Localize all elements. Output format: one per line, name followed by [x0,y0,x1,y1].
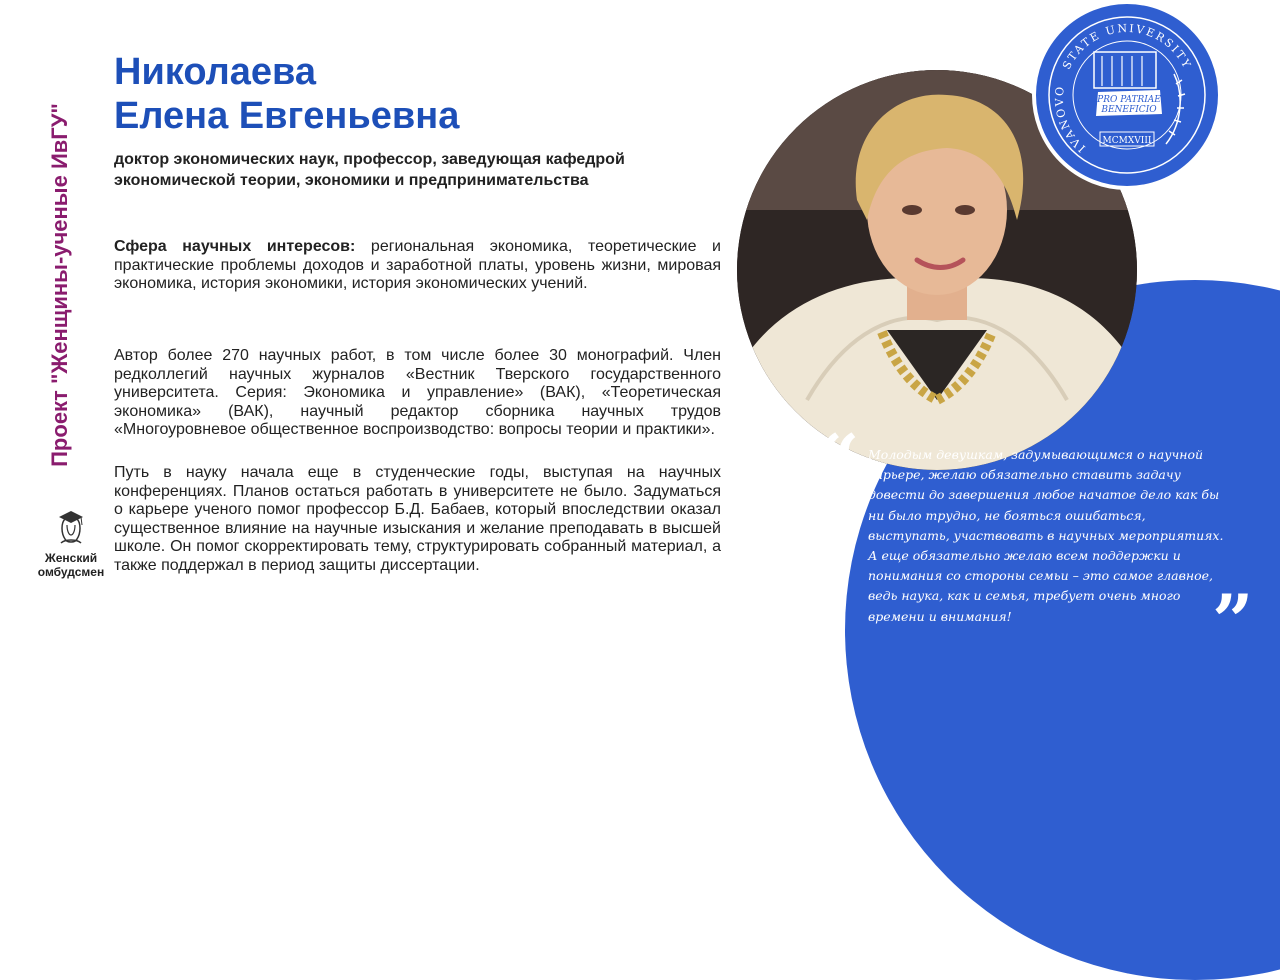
university-seal [1032,0,1222,190]
interests-paragraph [114,238,721,294]
person-given-names: Елена Евгеньевна [114,95,460,137]
ombudsman-label-line2: омбудсмен [37,565,105,579]
svg-text:IVANOVO [1053,84,1088,155]
university-seal-emblem [1036,4,1218,186]
seal-motto-line1: PRO PATRIAE [1097,95,1161,105]
project-title-text: Проект "Женщины-ученые ИвГУ" [47,103,72,467]
person-surname: Николаева [114,51,316,93]
bio-paragraph-2: Путь в науку начала еще в студенческие годы, выступая на научных конференциях. Планов остаться работать в университете не было. Задуматься о карьере ученого помог профессор Б.Д. Бабаев, который впоследствии оказал существенное влияние на научные изыскания и желание преподавать в высшей школе. Он помог скорректировать тему, структурировать собранный материал, а также поддержал в период защиты диссертации. [114,464,721,574]
woman-graduate-icon [51,505,91,547]
svg-text:STATE UNIVERSITY [1060,22,1194,72]
ombudsman-logo [36,505,106,579]
seal-year: MCMXVIII [1102,136,1152,146]
project-title [40,80,80,490]
interests-text: региональная экономика, теоретические и практические проблемы доходов и заработной платы, уровень жизни, мировая экономика, история экономики, история экономических учений. [114,238,721,292]
quote-open-mark: “ [818,418,860,503]
seal-left-text: IVANOVO [1052,84,1089,155]
person-position: доктор экономических наук, профессор, заведующая кафедрой экономической теории, экономики и предпринимательства [114,151,625,189]
quote-close-mark: ” [1212,578,1254,663]
seal-top-text: STATE UNIVERSITY [1060,21,1194,72]
ombudsman-label-line1: Женский [44,551,98,565]
person-name [114,50,459,138]
quote-text: Молодым девушкам, задумывающимся о научной карьере, желаю обязательно ставить задачу довести до завершения любое начатое дело как бы ни было трудно, не бояться ошибаться, выступать, участвовать в научных мероприятиях. А еще обязательно желаю всем поддержки и понимания со стороны семьи – это самое главное, ведь наука, как и семья, требует очень много времени и внимания! [868,447,1224,624]
bio-paragraph-1: Автор более 270 научных работ, в том числе более 30 монографий. Член редколлегий научных журналов «Вестник Тверского государственного университета. Серия: Экономика и управление» (ВАК), «Теоретическая экономика» (ВАК), научный редактор сборника научных трудов «Многоуровневое общественное воспроизводство: вопросы теории и практики». [114,347,721,438]
seal-motto-line2: BENEFICIO [1101,105,1157,115]
interests-label: Сфера научных интересов: [114,238,356,255]
